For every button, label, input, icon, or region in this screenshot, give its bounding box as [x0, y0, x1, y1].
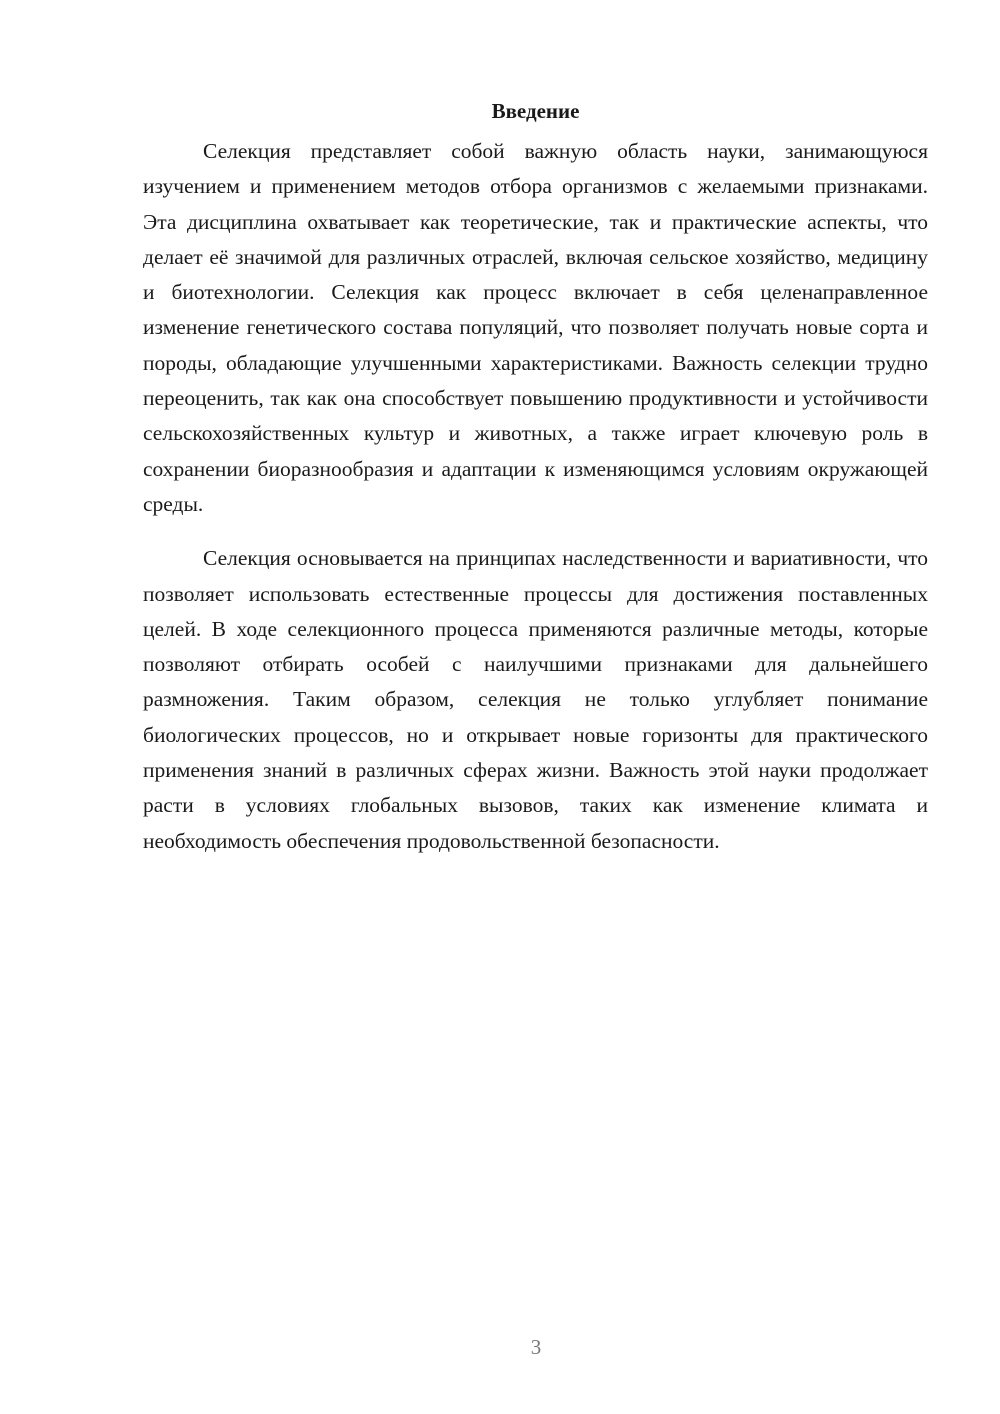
page-number: 3	[530, 1335, 542, 1359]
page-content	[143, 96, 928, 859]
paragraph-2: Селекция основывается на принципах наследственности и вариативности, что позволяет использовать естественные процессы для достижения поставленных целей. В ходе селекционного процесса применяются различные методы, которые позволяют отбирать особей с наилучшими признаками для дальнейшего размножения. Таким образом, селекция не только углубляет понимание биологических процессов, но и открывает новые горизонты для практического применения знаний в различных сферах жизни. Важность этой науки продолжает расти в условиях глобальных вызовов, таких как изменение климата и необходимость обеспечения продовольственной безопасности.	[143, 546, 928, 853]
section-heading: Введение	[491, 99, 580, 123]
paragraph-1: Селекция представляет собой важную область науки, занимающуюся изучением и применением методов отбора организмов с желаемыми признаками. Эта дисциплина охватывает как теоретические, так и практические аспекты, что делает её значимой для различных отраслей, включая сельское хозяйство, медицину и биотехнологии. Селекция как процесс включает в себя целенаправленное изменение генетического состава популяций, что позволяет получать новые сорта и породы, обладающие улучшенными характеристиками. Важность селекции трудно переоценить, так как она способствует повышению продуктивности и устойчивости сельскохозяйственных культур и животных, а также играет ключевую роль в сохранении биоразнообразия и адаптации к изменяющимся условиям окружающей среды.	[143, 139, 928, 516]
